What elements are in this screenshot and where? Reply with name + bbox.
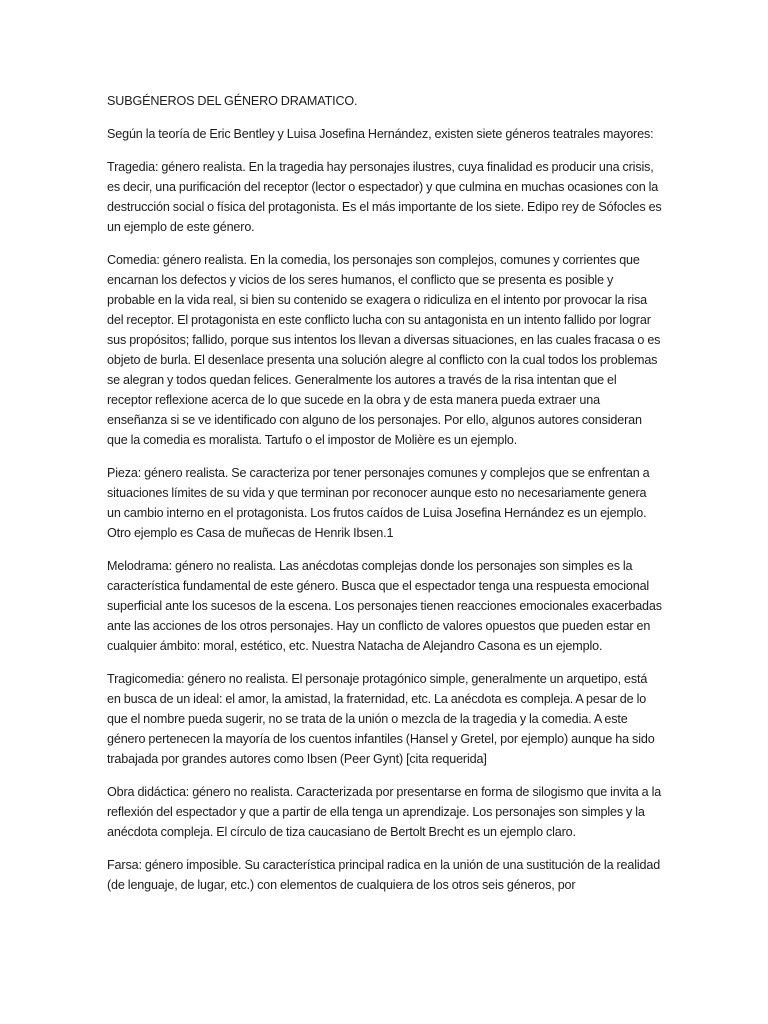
- tragicomedia-paragraph: Tragicomedia: género no realista. El personaje protagónico simple, generalmente un arquetipo, está en busca de un ideal: el amor, la amistad, la fraternidad, etc. La anécdota es compleja. A pesar de lo que el nombre pueda sugerir, no se trata de la unión o mezcla de la tragedia y la comedia. A este género pertenecen la mayoría de los cuentos infantiles (Hansel y Gretel, por ejemplo) aunque ha sido trabajada por grandes autores como Ibsen (Peer Gynt) [cita requerida]: [107, 672, 655, 766]
- intro-paragraph: Según la teoría de Eric Bentley y Luisa Josefina Hernández, existen siete géneros teatrales mayores:: [107, 127, 654, 141]
- document-body: [107, 91, 663, 908]
- melodrama-paragraph: Melodrama: género no realista. Las anécdotas complejas donde los personajes son simples es la característica fundamental de este género. Busca que el espectador tenga una respuesta emocional superficial ante los sucesos de la escena. Los personajes tienen reacciones emocionales exacerbadas ante las acciones de los otros personajes. Hay un conflicto de valores opuestos que pueden estar en cualquier ámbito: moral, estético, etc. Nuestra Natacha de Alejandro Casona es un ejemplo.: [107, 559, 662, 653]
- tragedia-paragraph: Tragedia: género realista. En la tragedia hay personajes ilustres, cuya finalidad es producir una crisis, es decir, una purificación del receptor (lector o espectador) y que culmina en muchas ocasiones con la destrucción social o física del protagonista. Es el más importante de los siete. Edipo rey de Sófocles es un ejemplo de este género.: [107, 160, 662, 234]
- pieza-paragraph: Pieza: género realista. Se caracteriza por tener personajes comunes y complejos que se enfrentan a situaciones límites de su vida y que terminan por reconocer aunque esto no necesariamente genera un cambio interno en el protagonista. Los frutos caídos de Luisa Josefina Hernández es un ejemplo. Otro ejemplo es Casa de muñecas de Henrik Ibsen.1: [107, 466, 650, 540]
- obra-didactica-paragraph: Obra didáctica: género no realista. Caracterizada por presentarse en forma de silogismo que invita a la reflexión del espectador y que a partir de ella tenga un aprendizaje. Los personajes son simples y la anécdota compleja. El círculo de tiza caucasiano de Bertolt Brecht es un ejemplo claro.: [107, 785, 662, 839]
- document-title: SUBGÉNEROS DEL GÉNERO DRAMATICO.: [107, 94, 358, 108]
- comedia-paragraph: Comedia: género realista. En la comedia, los personajes son complejos, comunes y corrientes que encarnan los defectos y vicios de los seres humanos, el conflicto que se presenta es posible y probable en la vida real, si bien su contenido se exagera o ridiculiza en el intento por provocar la risa del receptor. El protagonista en este conflicto lucha con su antagonista en un intento fallido por lograr sus propósitos; fallido, porque sus intentos los llevan a diversas situaciones, en las cuales fracasa o es objeto de burla. El desenlace presenta una solución alegre al conflicto con la cual todos los problemas se alegran y todos quedan felices. Generalmente los autores a través de la risa intentan que el receptor reflexione acerca de lo que sucede en la obra y de esta manera pueda extraer una enseñanza si se ve identificado con alguno de los personajes. Por ello, algunos autores consideran que la comedia es moralista. Tartufo o el impostor de Molière es un ejemplo.: [107, 253, 661, 447]
- farsa-paragraph: Farsa: género imposible. Su característica principal radica en la unión de una sustitución de la realidad (de lenguaje, de lugar, etc.) con elementos de cualquiera de los otros seis géneros, por: [107, 858, 661, 892]
